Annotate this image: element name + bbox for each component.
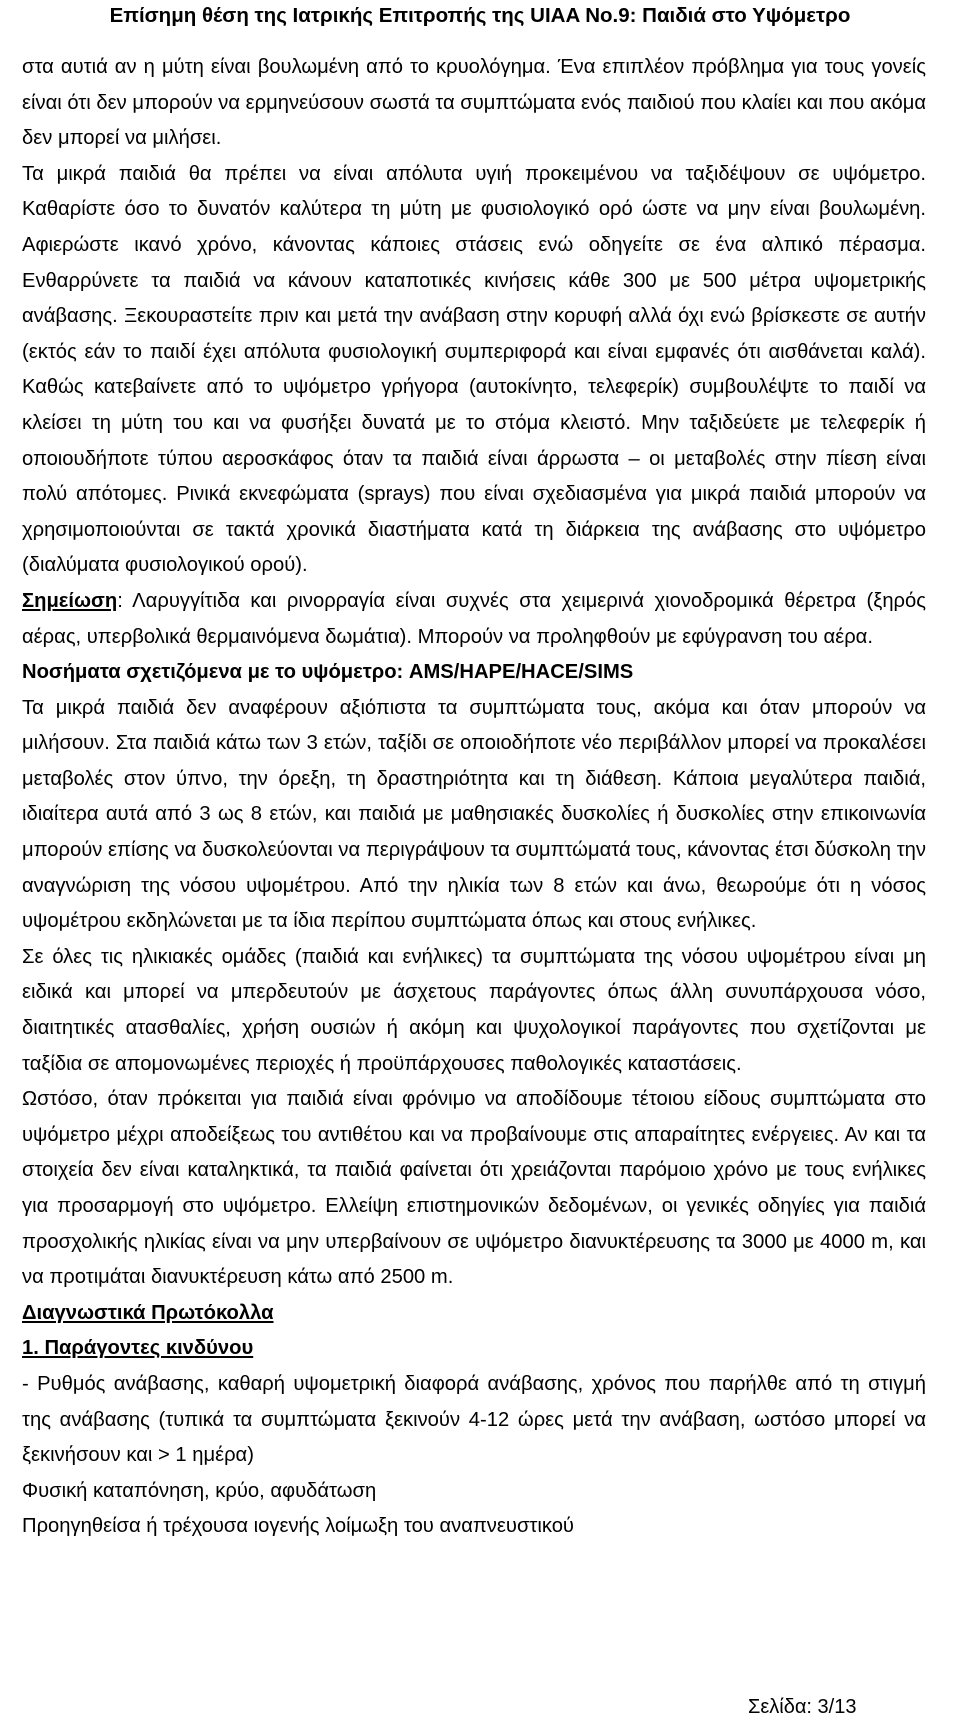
note-text: : Λαρυγγίτιδα και ρινορραγία είναι συχνές στα χειμερινά χιονοδρομικά θέρετρα (ξηρός αέρας, υπερβολικά θερμαινόμενα δωμάτια). Μπορούν να προληφθούν με εφύγρανση του αέρα.	[22, 589, 926, 648]
section-heading: Νοσήματα σχετιζόμενα με το υψόμετρο: AMS/HAPE/HACE/SIMS	[22, 661, 634, 684]
paragraph: Σε όλες τις ηλικιακές ομάδες (παιδιά και ενήλικες) τα συμπτώματα της νόσου υψομέτρου είναι μη ειδικά και μπορεί να μπερδευτούν με άσχετους παράγοντες όπως άλλη συνυπάρχουσα νόσο, διαιτητικές ατασθαλίες, χρήση ουσιών ή ακόμη και ψυχολογικοί παράγοντες που σχετίζονται με ταξίδια σε απομονωμένες περιοχές ή προϋπάρχουσες παθολογικές καταστάσεις.	[22, 945, 926, 1075]
note-paragraph	[22, 584, 926, 655]
section-heading: Διαγνωστικά Πρωτόκολλα	[22, 1301, 274, 1324]
paragraph: Τα μικρά παιδιά θα πρέπει να είναι απόλυτα υγιή προκειμένου να ταξιδέψουν σε υψόμετρο. Καθαρίστε όσο το δυνατόν καλύτερα τη μύτη με φυσιολογικό ορό ώστε να μην είναι βουλωμένη. Αφιερώστε ικανό χρόνο, κάνοντας κάποιες στάσεις ενώ οδηγείτε σε ένα αλπικό πέρασμα. Ενθαρρύνετε τα παιδιά να κάνουν καταποτικές κινήσεις κάθε 300 με 500 μέτρα υψομετρικής ανάβασης. Ξεκουραστείτε πριν και μετά την ανάβαση στην κορυφή αλλά όχι ενώ βρίσκεστε σε αυτήν (εκτός εάν το παιδί έχει απόλυτα φυσιολογική συμπεριφορά και είναι εμφανές ότι αισθάνεται καλά). Καθώς κατεβαίνετε από το υψόμετρο γρήγορα (αυτοκίνητο, τελεφερίκ) συμβουλέψτε το παιδί να κλείσει τη μύτη του και να φυσήξει δυνατά με το στόμα κλειστό. Μην ταξιδεύετε με τελεφερίκ ή οποιουδήποτε τύπου αεροσκάφος όταν τα παιδιά είναι άρρωστα – οι μεταβολές στην πίεση είναι πολύ απότομες. Ρινικά εκνεφώματα (sprays) που είναι σχεδιασμένα για μικρά παιδιά μπορούν να χρησιμοποιούνται σε τακτά χρονικά διαστήματα κατά τη διάρκεια της ανάβασης στο υψόμετρο (διαλύματα φυσιολογικού ορού).	[22, 162, 926, 577]
paragraph: Ωστόσο, όταν πρόκειται για παιδιά είναι φρόνιμο να αποδίδουμε τέτοιου είδους συμπτώματα στο υψόμετρο μέχρι αποδείξεως του αντιθέτου και να προβαίνουμε στις απαραίτητες ενέργειες. Αν και τα στοιχεία δεν είναι καταληκτικά, τα παιδιά φαίνεται ότι χρειάζονται παρόμοιο χρόνο με τους ενήλικες για προσαρμογή στο υψόμετρο. Ελλείψη επιστημονικών δεδομένων, οι γενικές οδηγίες για παιδιά προσχολικής ηλικίας είναι να μην υπερβαίνουν σε υψόμετρο διανυκτέρευσης τα 3000 με 4000 m, και να προτιμάται διανυκτέρευση κάτω από 2500 m.	[22, 1088, 926, 1289]
paragraph: στα αυτιά αν η μύτη είναι βουλωμένη από το κρυολόγημα. Ένα επιπλέον πρόβλημα για τους γονείς είναι ότι δεν μπορούν να ερμηνεύσουν σωστά τα συμπτώματα ενός παιδιού που κλαίει και που ακόμα δεν μπορεί να μιλήσει.	[22, 56, 926, 150]
page-number: Σελίδα: 3/13	[748, 1696, 857, 1718]
subsection-heading: 1. Παράγοντες κινδύνου	[22, 1337, 254, 1360]
paragraph: Φυσική καταπόνηση, κρύο, αφυδάτωση	[22, 1479, 377, 1502]
document-body	[22, 50, 926, 1545]
page-header-title: Επίσημη θέση της Ιατρικής Επιτροπής της UIAA No.9: Παιδιά στο Υψόμετρο	[109, 4, 851, 27]
note-label: Σημείωση	[22, 589, 118, 612]
paragraph: - Ρυθμός ανάβασης, καθαρή υψομετρική διαφορά ανάβασης, χρόνος που παρήλθε από τη στιγμή της ανάβασης (τυπικά τα συμπτώματα ξεκινούν 4-12 ώρες μετά την ανάβαση, ωστόσο μπορεί να ξεκινήσουν και > 1 ημέρα)	[22, 1372, 926, 1467]
paragraph: Προηγηθείσα ή τρέχουσα ιογενής λοίμωξη του αναπνευστικού	[22, 1515, 574, 1538]
paragraph: Τα μικρά παιδιά δεν αναφέρουν αξιόπιστα τα συμπτώματα τους, ακόμα και όταν μπορούν να μιλήσουν. Στα παιδιά κάτω των 3 ετών, ταξίδι σε οποιοδήποτε νέο περιβάλλον μπορεί να προκαλέσει μεταβολές στον ύπνο, την όρεξη, τη δραστηριότητα και τη διάθεση. Κάποια μεγαλύτερα παιδιά, ιδιαίτερα αυτά από 3 ως 8 ετών, και παιδιά με μαθησιακές δυσκολίες ή δυσκολίες στην επικοινωνία μπορούν επίσης να δυσκολεύονται να περιγράψουν τα συμπτώματά τους, κάνοντας έτσι δύσκολη την αναγνώριση της νόσου υψομέτρου. Από την ηλικία των 8 ετών και άνω, θεωρούμε ότι η νόσος υψομέτρου εκδηλώνεται με τα ίδια περίπου συμπτώματα όπως και στους ενήλικες.	[22, 696, 926, 933]
